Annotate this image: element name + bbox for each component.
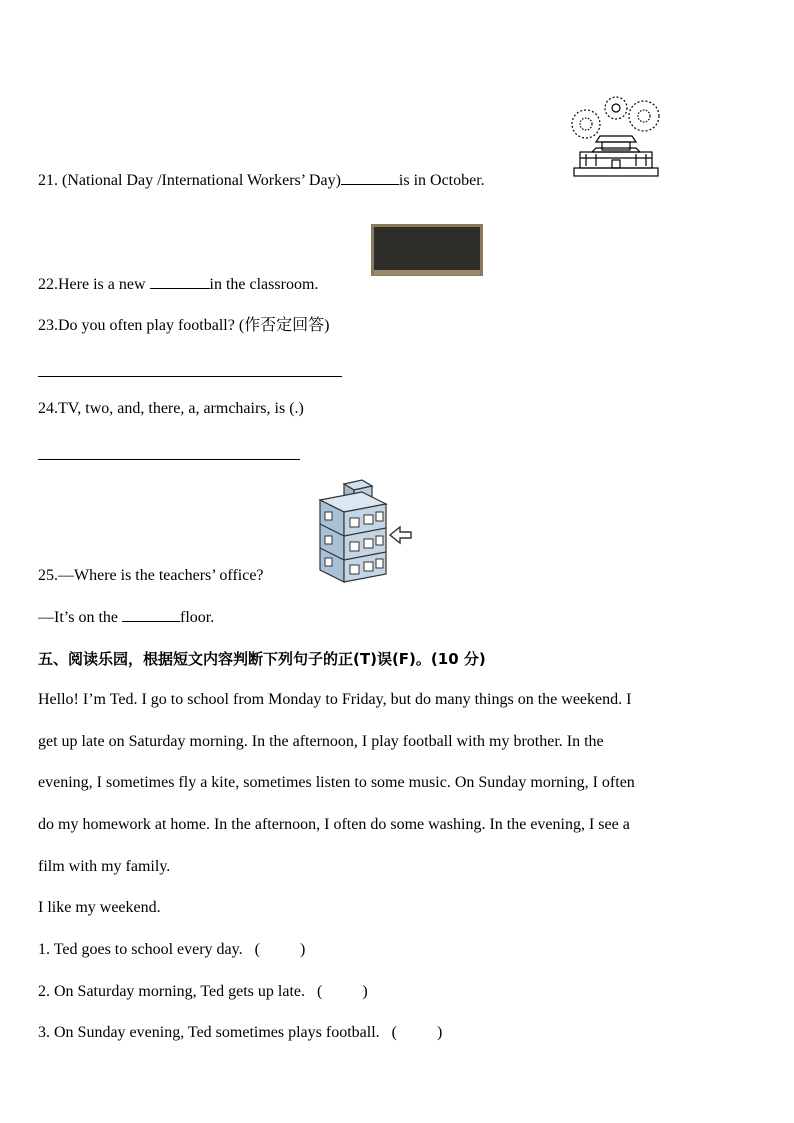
question-24 <box>38 399 304 419</box>
passage-line <box>38 815 630 835</box>
school-building-illustration <box>314 478 414 586</box>
q25-blank[interactable] <box>122 607 180 622</box>
q22-tail: in the classroom. <box>209 276 319 293</box>
q23-answer-line[interactable] <box>38 376 342 377</box>
passage-line <box>38 690 631 710</box>
firework-right <box>629 101 659 131</box>
question-23 <box>38 316 330 336</box>
statement-item <box>38 982 368 1002</box>
q23-text: 23.Do you often play football? (作否定回答) <box>38 317 330 334</box>
answer-parentheses[interactable]: ( ) <box>254 941 306 958</box>
question-25 <box>38 566 264 586</box>
q25-answer-start: —It’s on the <box>38 609 122 626</box>
passage-line <box>38 857 170 877</box>
q25-answer-end: floor. <box>180 609 215 626</box>
passage-line-text: get up late on Saturday morning. In the afternoon, I play football with my brother. In the <box>38 733 604 750</box>
q21-number: 21 <box>38 172 54 189</box>
statement-text: 1. Ted goes to school every day. <box>38 941 243 958</box>
arrow-left-icon <box>390 527 411 543</box>
question-21 <box>38 170 485 191</box>
q22-text: 22.Here is a new <box>38 276 150 293</box>
section-5-heading-text: 五、阅读乐园，根据短文内容判断下列句子的正(T)误(F)。(10 分) <box>38 650 486 668</box>
passage-line-text: do my homework at home. In the afternoon, I often do some washing. In the evening, I see a <box>38 816 630 833</box>
question-25-answer <box>38 607 214 628</box>
passage-line <box>38 898 161 918</box>
q21-tail: is in October. <box>398 172 485 189</box>
passage-line-text: I like my weekend. <box>38 899 161 916</box>
q21-text: . (National Day /International Workers’ Day) <box>54 172 341 189</box>
q25-question: 25.—Where is the teachers’ office? <box>38 567 264 584</box>
answer-parentheses[interactable]: ( ) <box>316 983 368 1000</box>
question-22 <box>38 274 318 295</box>
firework-center <box>605 97 627 119</box>
answer-parentheses[interactable]: ( ) <box>391 1024 443 1041</box>
passage-line-text: Hello! I’m Ted. I go to school from Monday to Friday, but do many things on the weekend. I <box>38 691 632 708</box>
q22-blank[interactable] <box>150 274 210 289</box>
q24-answer-line[interactable] <box>38 459 300 460</box>
passage-line <box>38 773 635 793</box>
q24-text: 24.TV, two, and, there, a, armchairs, is (.) <box>38 400 304 417</box>
blackboard-illustration <box>371 224 483 276</box>
passage-line <box>38 732 604 752</box>
firework-left <box>572 110 600 138</box>
statement-item <box>38 940 305 960</box>
tiananmen-fireworks-illustration <box>566 94 666 180</box>
statement-item <box>38 1023 442 1043</box>
statement-text: 3. On Sunday evening, Ted sometimes plays football. <box>38 1024 380 1041</box>
passage-line-text: evening, I sometimes fly a kite, sometimes listen to some music. On Sunday morning, I often <box>38 774 635 791</box>
section-5-heading <box>38 649 486 669</box>
passage-line-text: film with my family. <box>38 858 171 875</box>
statement-text: 2. On Saturday morning, Ted gets up late. <box>38 983 305 1000</box>
q21-blank[interactable] <box>341 170 399 185</box>
